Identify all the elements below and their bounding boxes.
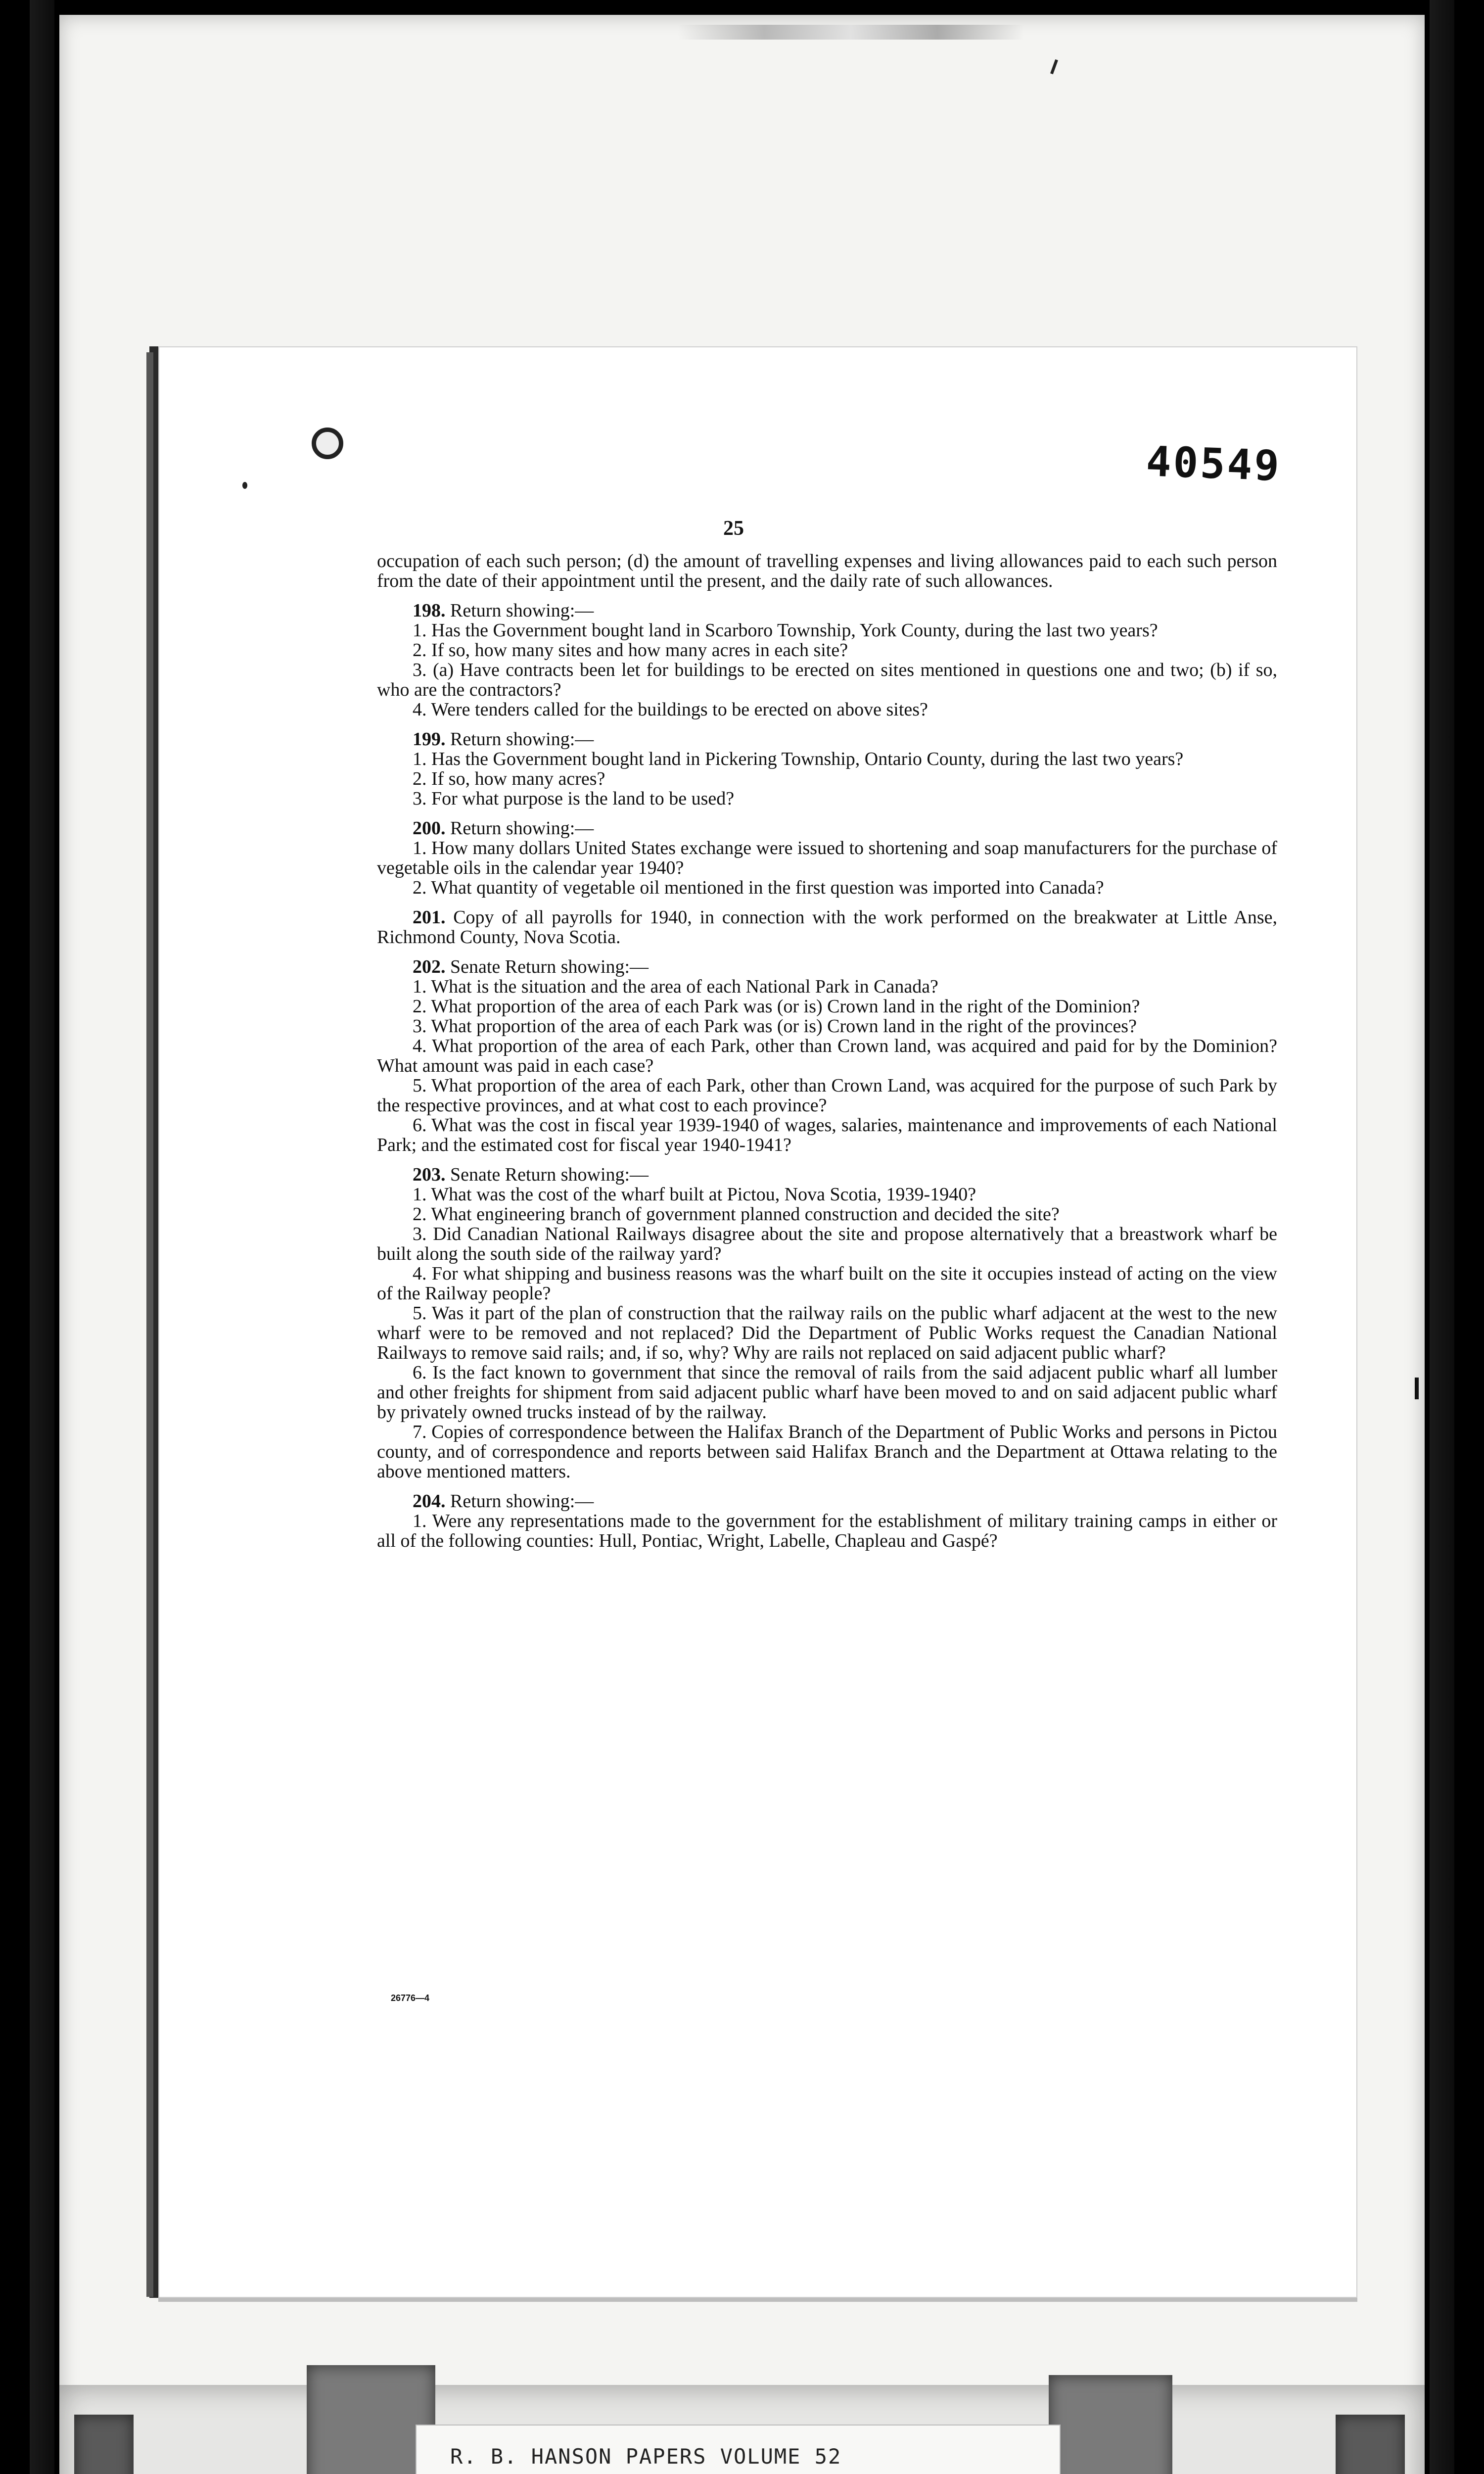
question-heading xyxy=(377,1491,1277,1511)
question-item: 4. For what shipping and business reasons was the wharf built on the site it occupies instead of acting on the view of the Railway people? xyxy=(377,1263,1277,1304)
question-item: 7. Copies of correspondence between the Halifax Branch of the Department of Public Works and persons in Pictou county, and of correspondence and reports between said Halifax Branch and the Department at Ottawa relating to the above mentioned matters. xyxy=(377,1422,1277,1482)
volume-label: R. B. HANSON PAPERS VOLUME 52 xyxy=(450,2444,842,2469)
question-item: 2. What engineering branch of government planned construction and decided the site? xyxy=(413,1204,1060,1225)
question-heading-text: Return showing:— xyxy=(450,600,594,621)
question-item: 5. What proportion of the area of each Park, other than Crown Land, was acquired for the purpose of such Park by the respective provinces, and at what cost to each province? xyxy=(377,1075,1277,1116)
question-number: 200. xyxy=(413,818,446,839)
question-item: 2. What quantity of vegetable oil mentioned in the first question was imported into Canada? xyxy=(413,877,1104,898)
question-item: 6. What was the cost in fiscal year 1939-1940 of wages, salaries, maintenance and improvements of each National Park; and the estimated cost for fiscal year 1940-1941? xyxy=(377,1115,1277,1155)
top-edge-mark xyxy=(678,25,1024,40)
question-heading xyxy=(377,1165,1277,1185)
question-item: 4. Were tenders called for the buildings to be erected on above sites? xyxy=(413,699,928,720)
question-item: 3. (a) Have contracts been let for buildings to be erected on sites mentioned in questions one and two; (b) if so, who are the contractors? xyxy=(377,660,1277,700)
document-body xyxy=(377,551,1277,1551)
question-heading-text: Senate Return showing:— xyxy=(450,956,649,977)
tape-left xyxy=(74,2415,134,2474)
question-heading-text: Senate Return showing:— xyxy=(450,1164,649,1185)
question-item: 6. Is the fact known to government that since the removal of rails from the said adjacent public wharf all lumber and other freights for shipment from said adjacent public wharf have been moved to and on said adjacent public wharf by privately owned trucks instead of by the railway. xyxy=(377,1362,1277,1423)
question-item: 5. Was it part of the plan of construction that the railway rails on the public wharf adjacent at the west to the new wharf were to be removed and not replaced? Did the Department of Public Works request the Canadian National Railways to remove said rails; and, if so, why? Why are rails not replaced on said adjacent public wharf? xyxy=(377,1303,1277,1363)
question-number: 202. xyxy=(413,956,446,977)
question-heading xyxy=(377,957,1277,977)
page-number: 25 xyxy=(723,517,744,540)
stamp-number: 40549 xyxy=(1145,437,1282,490)
tape-right xyxy=(1336,2415,1405,2474)
question-item: 1. What is the situation and the area of each National Park in Canada? xyxy=(413,976,938,997)
question-item: 1. Has the Government bought land in Pickering Township, Ontario County, during the last two years? xyxy=(413,749,1184,769)
question-item: 3. What proportion of the area of each Park was (or is) Crown land in the right of the provinces? xyxy=(413,1016,1137,1037)
edge-mark xyxy=(1415,1378,1419,1399)
intro-paragraph: occupation of each such person; (d) the amount of travelling expenses and living allowances paid to each such person from the date of their appointment until the present, and the daily rate of such allowances. xyxy=(377,551,1277,591)
question-item: 2. If so, how many acres? xyxy=(413,768,605,789)
question-item: 2. If so, how many sites and how many acres in each site? xyxy=(413,640,848,661)
question-heading xyxy=(377,601,1277,620)
question-item: 1. Has the Government bought land in Scarboro Township, York County, during the last two years? xyxy=(413,620,1158,641)
question-number: 203. xyxy=(413,1164,446,1185)
question-heading xyxy=(377,907,1277,947)
question-heading xyxy=(377,729,1277,749)
question-number: 199. xyxy=(413,729,446,750)
speck-mark xyxy=(242,482,247,489)
question-item: 1. How many dollars United States exchange were issued to shortening and soap manufacturers for the purchase of vegetable oils in the calendar year 1940? xyxy=(377,838,1277,878)
question-item: 4. What proportion of the area of each Park, other than Crown land, was acquired and paid for by the Dominion? What amount was paid in each case? xyxy=(377,1036,1277,1076)
question-item: 1. What was the cost of the wharf built at Pictou, Nova Scotia, 1939-1940? xyxy=(413,1184,976,1205)
question-heading-text: Copy of all payrolls for 1940, in connection with the work performed on the breakwater at Little Anse, Richmond County, Nova Scotia. xyxy=(377,907,1278,948)
question-heading-text: Return showing:— xyxy=(450,729,594,750)
question-heading-text: Return showing:— xyxy=(450,1491,594,1512)
question-item: 3. For what purpose is the land to be used? xyxy=(413,788,735,809)
punch-hole-icon xyxy=(312,428,343,459)
question-heading xyxy=(377,818,1277,838)
print-code: 26776—4 xyxy=(391,1993,430,2003)
document-page xyxy=(158,346,1357,2298)
question-item: 1. Were any representations made to the government for the establishment of military training camps in either or all of the following counties: Hull, Pontiac, Wright, Labelle, Chapleau and Gaspé? xyxy=(377,1511,1277,1551)
question-item: 2. What proportion of the area of each Park was (or is) Crown land in the right of the Dominion? xyxy=(413,996,1140,1017)
question-number: 198. xyxy=(413,600,446,621)
question-heading-text: Return showing:— xyxy=(450,818,594,839)
clip-right xyxy=(1049,2375,1172,2474)
question-number: 201. xyxy=(413,907,446,928)
question-item: 3. Did Canadian National Railways disagree about the site and propose alternatively that a breastwork wharf be built along the south side of the railway yard? xyxy=(377,1224,1277,1264)
question-number: 204. xyxy=(413,1491,446,1512)
